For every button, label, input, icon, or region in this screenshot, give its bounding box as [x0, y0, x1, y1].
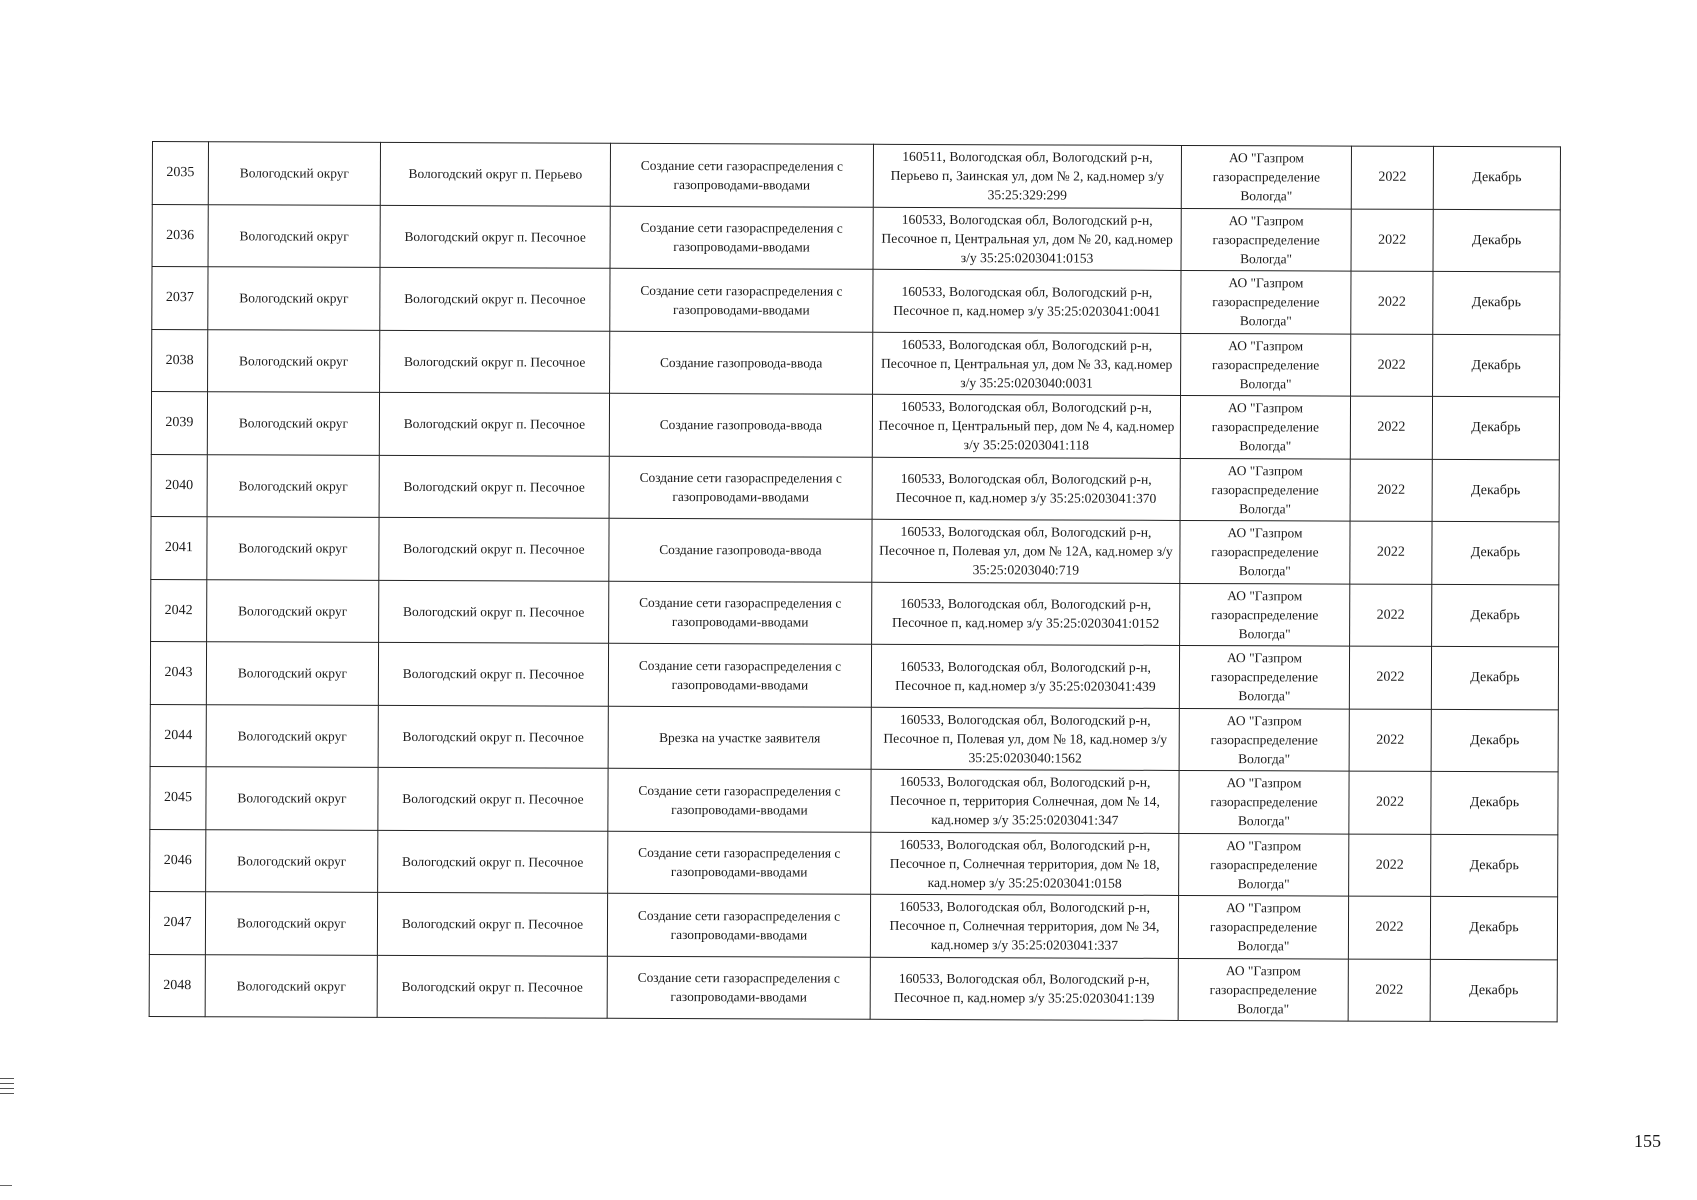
table-row: [150, 641, 1558, 709]
work-type-cell: Создание сети газораспределения с газопроводами-вводами: [607, 956, 870, 1020]
row-number-cell: 2037: [152, 267, 208, 330]
operator-cell: АО "Газпром газораспределение Вологда": [1179, 770, 1349, 833]
district-cell: Вологодский округ: [206, 767, 378, 830]
address-cell: 160533, Вологодская обл, Вологодский р-н, Песочное п, Полевая ул, дом № 18, кад.номер з/у 35:25:0203040:1562: [871, 707, 1179, 771]
month-cell: Декабрь: [1432, 584, 1559, 647]
month-cell: Декабрь: [1431, 646, 1558, 709]
row-number-cell: 2046: [150, 829, 206, 892]
gasification-register-table: [149, 141, 1561, 1022]
operator-cell: АО "Газпром газораспределение Вологда": [1179, 833, 1349, 896]
row-number-cell: 2038: [152, 329, 208, 392]
year-cell: 2022: [1349, 646, 1431, 709]
locality-cell: Вологодский округ п. Песочное: [379, 455, 609, 518]
table-row: [152, 204, 1560, 272]
register-table-body: [149, 142, 1560, 1022]
year-cell: 2022: [1348, 959, 1430, 1022]
table-row: [152, 142, 1560, 210]
locality-cell: Вологодский округ п. Песочное: [379, 580, 609, 643]
page-number: 155: [1634, 1131, 1661, 1151]
row-number-cell: 2048: [149, 954, 205, 1017]
year-cell: 2022: [1350, 459, 1432, 522]
work-type-cell: Создание сети газораспределения с газопроводами-вводами: [607, 893, 870, 957]
binder-tick: [0, 1185, 12, 1186]
address-cell: 160533, Вологодская обл, Вологодский р-н, Песочное п, территория Солнечная, дом № 14, кад.номер з/у 35:25:0203041:347: [871, 769, 1179, 833]
work-type-cell: Создание сети газораспределения с газопроводами-вводами: [610, 206, 873, 270]
operator-cell: АО "Газпром газораспределение Вологда": [1181, 208, 1351, 271]
month-cell: Декабрь: [1433, 209, 1560, 272]
row-number-cell: 2044: [150, 704, 206, 767]
locality-cell: Вологодский округ п. Песочное: [380, 330, 610, 393]
row-number-cell: 2047: [149, 891, 205, 954]
operator-cell: АО "Газпром газораспределение Вологда": [1181, 333, 1351, 396]
table-row: [149, 891, 1557, 959]
month-cell: Декабрь: [1431, 771, 1558, 834]
operator-cell: АО "Газпром газораспределение Вологда": [1180, 395, 1350, 458]
address-cell: 160511, Вологодская обл, Вологодский р-н, Перьево п, Заинская ул, дом № 2, кад.номер з/у 35:25:329:299: [873, 144, 1181, 208]
month-cell: Декабрь: [1431, 709, 1558, 772]
table-row: [152, 329, 1560, 397]
operator-cell: АО "Газпром газораспределение Вологда": [1180, 458, 1350, 521]
work-type-cell: Создание сети газораспределения с газопроводами-вводами: [608, 643, 871, 707]
binder-line: [0, 1083, 14, 1084]
row-number-cell: 2039: [151, 392, 207, 455]
year-cell: 2022: [1351, 209, 1433, 272]
operator-cell: АО "Газпром газораспределение Вологда": [1178, 958, 1348, 1021]
year-cell: 2022: [1350, 521, 1432, 584]
district-cell: Вологодский округ: [207, 579, 379, 642]
locality-cell: Вологодский округ п. Песочное: [378, 705, 608, 768]
work-type-cell: Врезка на участке заявителя: [608, 706, 871, 770]
address-cell: 160533, Вологодская обл, Вологодский р-н, Песочное п, Солнечная территория, дом № 34, кад.номер з/у 35:25:0203041:337: [870, 894, 1178, 958]
row-number-cell: 2041: [151, 516, 207, 579]
work-type-cell: Создание газопровода-ввода: [609, 393, 872, 457]
month-cell: Декабрь: [1430, 959, 1557, 1022]
district-cell: Вологодский округ: [206, 829, 378, 892]
table-row: [150, 829, 1558, 897]
operator-cell: АО "Газпром газораспределение Вологда": [1181, 145, 1351, 208]
operator-cell: АО "Газпром газораспределение Вологда": [1180, 583, 1350, 646]
district-cell: Вологодский округ: [207, 517, 379, 580]
month-cell: Декабрь: [1433, 271, 1560, 334]
row-number-cell: 2043: [150, 641, 206, 704]
work-type-cell: Создание сети газораспределения с газопроводами-вводами: [608, 768, 871, 832]
binder-line: [0, 1078, 14, 1079]
month-cell: Декабрь: [1433, 334, 1560, 397]
work-type-cell: Создание газопровода-ввода: [610, 331, 873, 395]
district-cell: Вологодский округ: [206, 642, 378, 705]
address-cell: 160533, Вологодская обл, Вологодский р-н, Песочное п, Центральная ул, дом № 33, кад.номер з/у 35:25:0203040:0031: [873, 332, 1181, 396]
row-number-cell: 2042: [151, 579, 207, 642]
address-cell: 160533, Вологодская обл, Вологодский р-н, Песочное п, Солнечная территория, дом № 18, кад.номер з/у 35:25:0203041:0158: [871, 832, 1179, 896]
address-cell: 160533, Вологодская обл, Вологодский р-н, Песочное п, кад.номер з/у 35:25:0203041:0152: [872, 582, 1180, 646]
work-type-cell: Создание сети газораспределения с газопроводами-вводами: [609, 581, 872, 645]
district-cell: Вологодский округ: [205, 954, 377, 1017]
month-cell: Декабрь: [1432, 521, 1559, 584]
table-row: [151, 454, 1559, 522]
address-cell: 160533, Вологодская обл, Вологодский р-н, Песочное п, кад.номер з/у 35:25:0203041:370: [872, 457, 1180, 521]
address-cell: 160533, Вологодская обл, Вологодский р-н, Песочное п, кад.номер з/у 35:25:0203041:139: [870, 957, 1178, 1021]
year-cell: 2022: [1348, 896, 1430, 959]
month-cell: Декабрь: [1430, 896, 1557, 959]
address-cell: 160533, Вологодская обл, Вологодский р-н, Песочное п, Полевая ул, дом № 12А, кад.номер з/у 35:25:0203040:719: [872, 519, 1180, 583]
work-type-cell: Создание сети газораспределения с газопроводами-вводами: [610, 268, 873, 332]
row-number-cell: 2035: [152, 142, 208, 205]
district-cell: Вологодский округ: [207, 454, 379, 517]
locality-cell: Вологодский округ п. Песочное: [378, 767, 608, 830]
table-row: [152, 267, 1560, 335]
work-type-cell: Создание сети газораспределения с газопроводами-вводами: [608, 831, 871, 895]
district-cell: Вологодский округ: [208, 142, 380, 205]
locality-cell: Вологодский округ п. Песочное: [379, 392, 609, 455]
operator-cell: АО "Газпром газораспределение Вологда": [1179, 708, 1349, 771]
table-row: [149, 954, 1557, 1022]
locality-cell: Вологодский округ п. Песочное: [377, 955, 607, 1018]
year-cell: 2022: [1349, 834, 1431, 897]
binder-marks: [0, 1078, 14, 1098]
locality-cell: Вологодский округ п. Песочное: [378, 830, 608, 893]
locality-cell: Вологодский округ п. Песочное: [379, 517, 609, 580]
year-cell: 2022: [1351, 334, 1433, 397]
operator-cell: АО "Газпром газораспределение Вологда": [1180, 520, 1350, 583]
locality-cell: Вологодский округ п. Песочное: [380, 205, 610, 268]
address-cell: 160533, Вологодская обл, Вологодский р-н, Песочное п, Центральный пер, дом № 4, кад.номер з/у 35:25:0203041:118: [872, 394, 1180, 458]
operator-cell: АО "Газпром газораспределение Вологда": [1179, 645, 1349, 708]
table-row: [151, 516, 1559, 584]
work-type-cell: Создание сети газораспределения с газопроводами-вводами: [609, 456, 872, 520]
year-cell: 2022: [1349, 709, 1431, 772]
address-cell: 160533, Вологодская обл, Вологодский р-н, Песочное п, кад.номер з/у 35:25:0203041:0041: [873, 269, 1181, 333]
month-cell: Декабрь: [1432, 396, 1559, 459]
binder-line: [0, 1093, 14, 1094]
year-cell: 2022: [1351, 271, 1433, 334]
row-number-cell: 2040: [151, 454, 207, 517]
table-row: [151, 579, 1559, 647]
work-type-cell: Создание сети газораспределения с газопроводами-вводами: [610, 143, 873, 207]
work-type-cell: Создание газопровода-ввода: [609, 518, 872, 582]
district-cell: Вологодский округ: [208, 204, 380, 267]
table-row: [151, 392, 1559, 460]
row-number-cell: 2045: [150, 766, 206, 829]
operator-cell: АО "Газпром газораспределение Вологда": [1178, 895, 1348, 958]
address-cell: 160533, Вологодская обл, Вологодский р-н, Песочное п, Центральная ул, дом № 20, кад.номер з/у 35:25:0203041:0153: [873, 207, 1181, 271]
district-cell: Вологодский округ: [205, 892, 377, 955]
locality-cell: Вологодский округ п. Песочное: [380, 267, 610, 330]
district-cell: Вологодский округ: [208, 329, 380, 392]
binder-line: [0, 1088, 14, 1089]
year-cell: 2022: [1349, 771, 1431, 834]
month-cell: Декабрь: [1431, 834, 1558, 897]
row-number-cell: 2036: [152, 204, 208, 267]
district-cell: Вологодский округ: [208, 267, 380, 330]
table-row: [150, 704, 1558, 772]
year-cell: 2022: [1351, 146, 1433, 209]
year-cell: 2022: [1350, 396, 1432, 459]
district-cell: Вологодский округ: [207, 392, 379, 455]
locality-cell: Вологодский округ п. Песочное: [378, 642, 608, 705]
year-cell: 2022: [1350, 584, 1432, 647]
table-row: [150, 766, 1558, 834]
operator-cell: АО "Газпром газораспределение Вологда": [1181, 270, 1351, 333]
month-cell: Декабрь: [1433, 146, 1560, 209]
locality-cell: Вологодский округ п. Перьево: [380, 142, 610, 205]
district-cell: Вологодский округ: [206, 704, 378, 767]
month-cell: Декабрь: [1432, 459, 1559, 522]
locality-cell: Вологодский округ п. Песочное: [377, 892, 607, 955]
address-cell: 160533, Вологодская обл, Вологодский р-н, Песочное п, кад.номер з/у 35:25:0203041:439: [871, 644, 1179, 708]
